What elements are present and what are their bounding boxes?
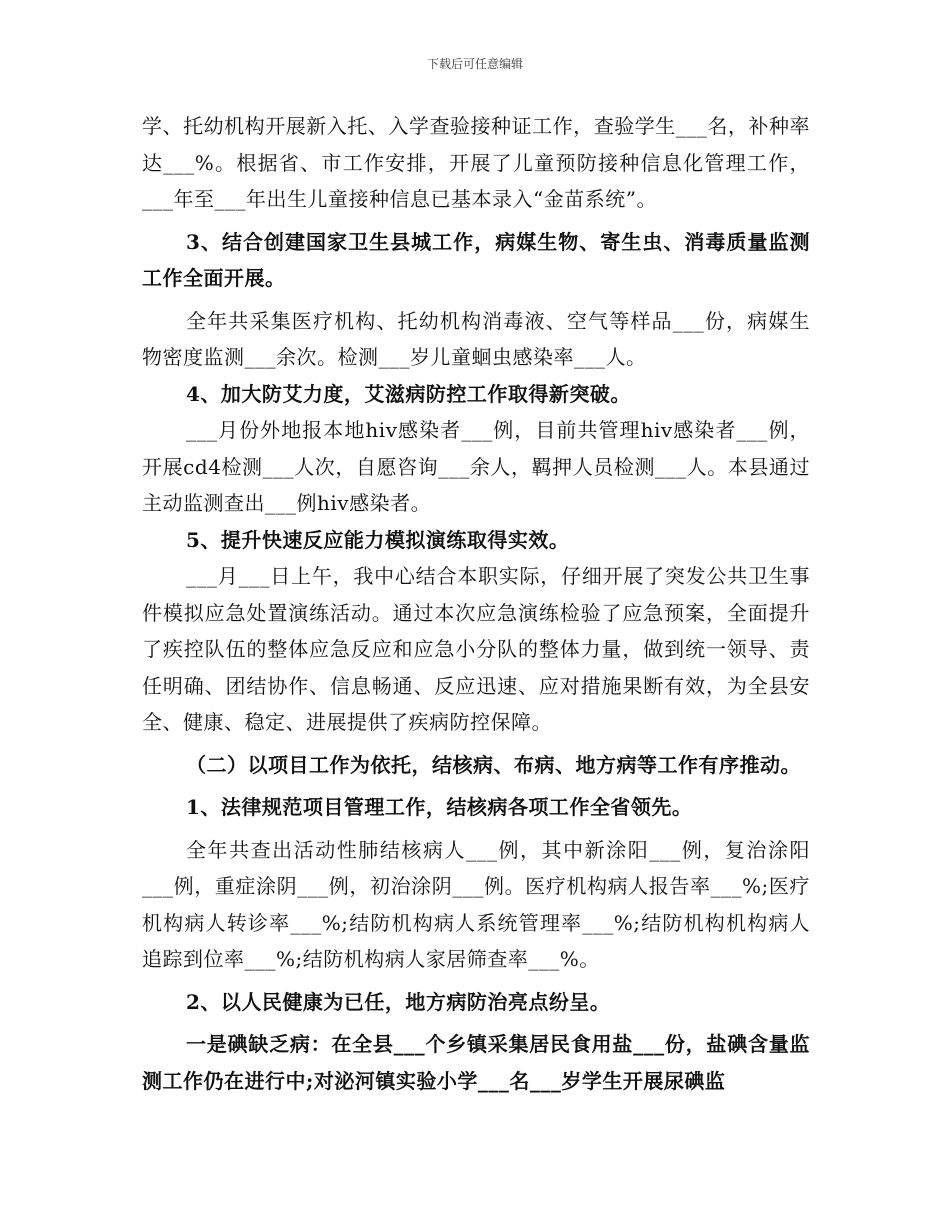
section-heading: 一是碘缺乏病：在全县___个乡镇采集居民食用盐___份，盐碘含量监测工作仍在进行中;对泌河镇实验小学___名___岁学生开展尿碘监	[142, 1032, 810, 1093]
paragraph: 学、托幼机构开展新入托、入学查验接种证工作，查验学生___名，补种率达___%。根据省、市工作安排，开展了儿童预防接种信息化管理工作，___年至___年出生儿童接种信息已基本录入“金苗系统”。	[142, 114, 810, 211]
section-heading: 3、结合创建国家卫生县城工作，病媒生物、寄生虫、消毒质量监测工作全面开展。	[142, 229, 810, 290]
paragraph: 全年共查出活动性肺结核病人___例，其中新涂阳___例，复治涂阳___例，重症涂阴___例，初治涂阴___例。医疗机构病人报告率___%;医疗机构病人转诊率___%;结防机构病人系统管理率___%;结防机构机构病人追踪到位率___%;结防机构病人家居筛查率___%。	[142, 837, 810, 971]
page-header: 下载后可任意编辑	[426, 57, 523, 71]
paragraph: 全年共采集医疗机构、托幼机构消毒液、空气等样品___份，病媒生物密度监测___余次。检测___岁儿童蛔虫感染率___人。	[142, 308, 810, 369]
document-body	[142, 108, 810, 1099]
section-heading: （二）以项目工作为依托，结核病、布病、地方病等工作有序推动。	[186, 752, 801, 777]
paragraph: ___月份外地报本地hiv感染者___例，目前共管理hiv感染者___例，开展cd4检测___人次，自愿咨询___余人，羁押人员检测___人。本县通过主动监测查出___例hiv感染者。	[142, 418, 810, 515]
section-heading: 5、提升快速反应能力模拟演练取得实效。	[186, 527, 570, 552]
section-heading: 1、法律规范项目管理工作，结核病各项工作全省领先。	[186, 795, 693, 819]
section-heading: 2、以人民健康为已任，地方病防治亮点纷呈。	[186, 989, 611, 1014]
paragraph: ___月___日上午，我中心结合本职实际，仔细开展了突发公共卫生事件模拟应急处置演练活动。通过本次应急演练检验了应急预案，全面提升了疾控队伍的整体应急反应和应急小分队的整体力量，做到统一领导、责任明确、团结协作、信息畅通、反应迅速、应对措施果断有效，为全县安全、健康、稳定、进展提供了疾病防控保障。	[142, 564, 810, 734]
section-heading: 4、加大防艾力度，艾滋病防控工作取得新突破。	[186, 381, 631, 406]
